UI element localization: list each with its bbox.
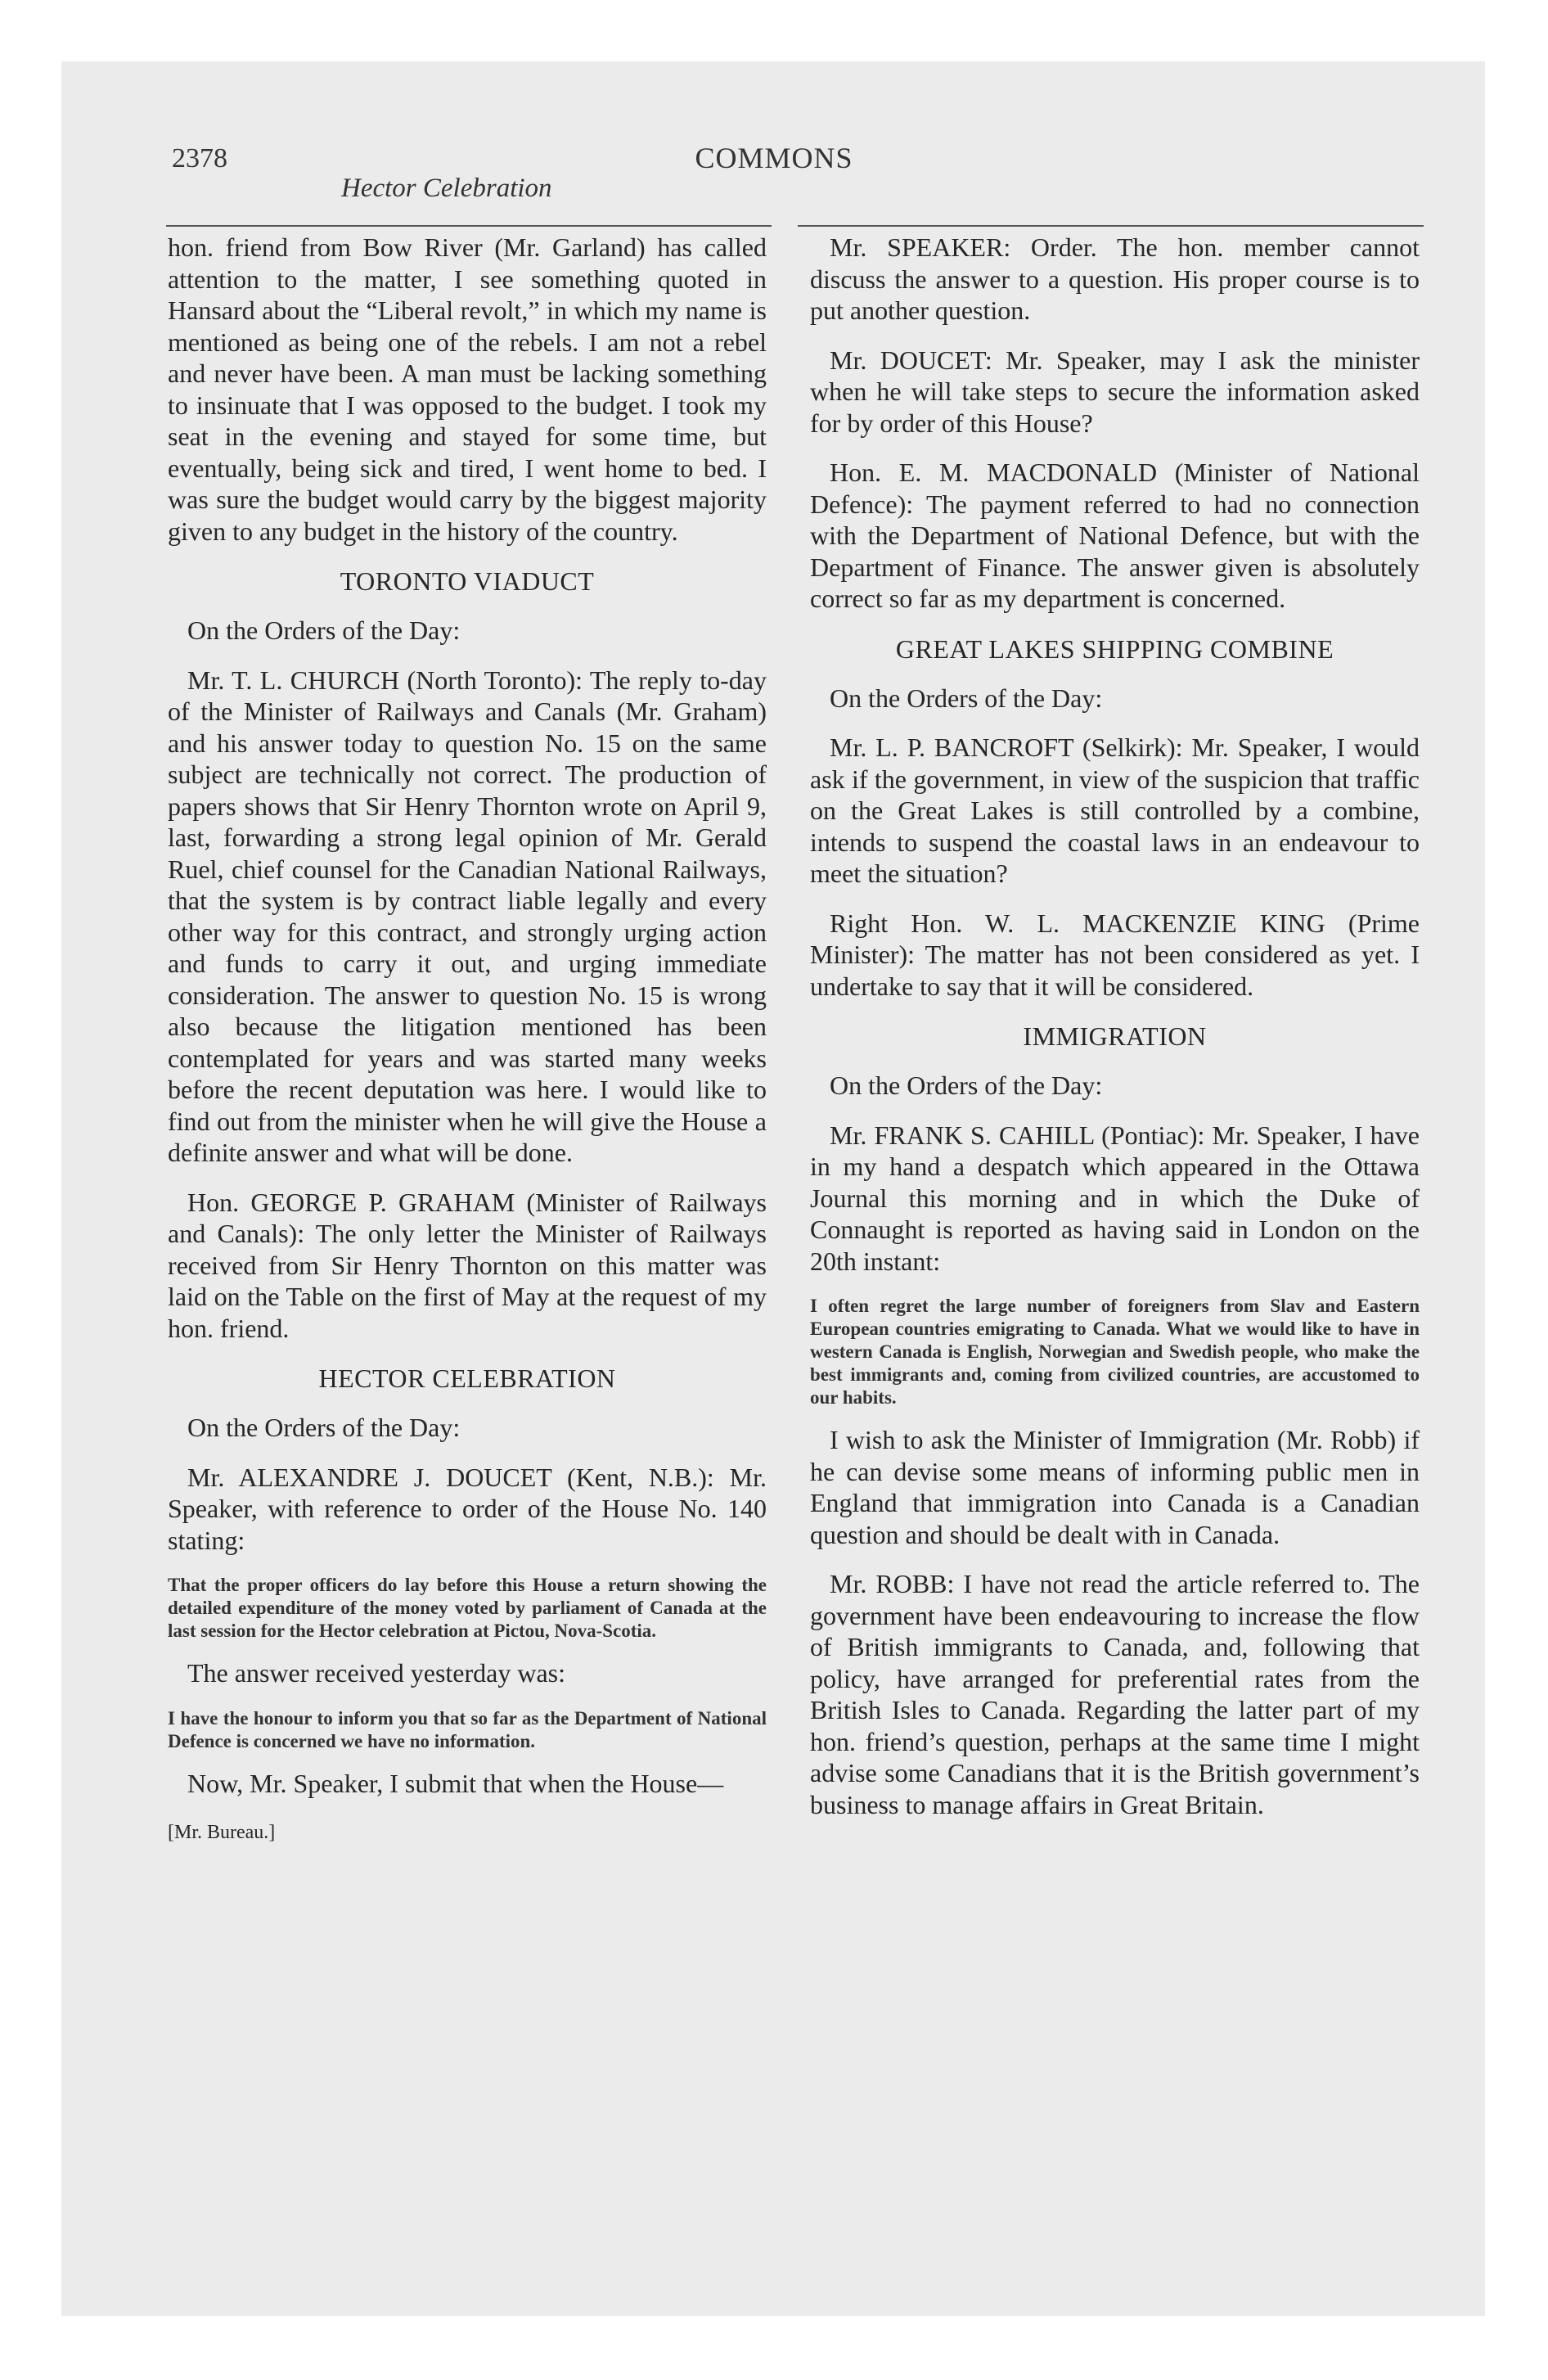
page-title: COMMONS — [695, 142, 853, 174]
section-heading: GREAT LAKES SHIPPING COMBINE — [895, 633, 1334, 664]
paragraph: The answer received yesterday was: — [187, 1658, 565, 1688]
right-column — [810, 232, 1420, 1838]
header-rule-right — [798, 225, 1424, 227]
left-column — [168, 232, 767, 1867]
quoted-text: That the proper officers do lay before this House a return showing the detailed expenditure of the money voted by parliament of Canada at the last session for the Hector celebration at Pictou, Nova-Scotia. — [168, 1575, 767, 1641]
orders-of-the-day: On the Orders of the Day: — [830, 1071, 1103, 1100]
paragraph: Mr. DOUCET: Mr. Speaker, may I ask the minister when he will take steps to secure the information asked for by order of this House? — [810, 345, 1420, 438]
quoted-text: I have the honour to inform you that so far as the Department of National Defence is concerned we have no information. — [168, 1707, 767, 1751]
paragraph: Mr. ALEXANDRE J. DOUCET (Kent, N.B.): Mr. Speaker, with reference to order of the House No. 140 stating: — [168, 1462, 767, 1555]
page-number: 2378 — [172, 143, 227, 174]
paragraph: Now, Mr. Speaker, I submit that when the House— — [187, 1768, 724, 1798]
paragraph: Right Hon. W. L. MACKENZIE KING (Prime Minister): The matter has not been considered as yet. I undertake to say that it will be considered. — [810, 908, 1420, 1001]
paragraph: hon. friend from Bow River (Mr. Garland) has called attention to the matter, I see something quoted in Hansard about the “Liberal revolt,” in which my name is mentioned as being one of the rebels. I am not a rebel and never have been. A man must be lacking something to insinuate that I was opposed to the budget. I took my seat in the evening and stayed for some time, but eventually, being sick and tired, I went home to bed. I was sure the budget would carry by the biggest majority given to any budget in the history of the country. — [168, 232, 767, 546]
paragraph: Mr. T. L. CHURCH (North Toronto): The reply to-day of the Minister of Railways and Canals (Mr. Graham) and his answer today to question No. 15 on the same subject are technically not correct. The production of papers shows that Sir Henry Thornton wrote on April 9, last, forwarding a strong legal opinion of Mr. Gerald Ruel, chief counsel for the Canadian National Railways, that the system is by contract liable legally and every other way for this contract, and strongly urging action and funds to carry it out, and urging immediate consideration. The answer to question No. 15 is wrong also because the litigation mentioned has been contemplated for years and was started many weeks before the recent deputation was here. I would like to find out from the minister when he will give the House a definite answer and what will be done. — [168, 665, 767, 1167]
paragraph: I wish to ask the Minister of Immigration (Mr. Robb) if he can devise some means of informing public men in England that immigration into Canada is a Canadian question and should be dealt with in Canada. — [810, 1425, 1420, 1549]
paragraph: Hon. E. M. MACDONALD (Minister of National Defence): The payment referred to had no connection with the Department of National Defence, but with the Department of Finance. The answer given is absolutely correct so far as my department is concerned. — [810, 458, 1420, 613]
orders-of-the-day: On the Orders of the Day: — [830, 683, 1103, 713]
section-heading: TORONTO VIADUCT — [340, 566, 595, 596]
paragraph: Mr. ROBB: I have not read the article referred to. The government have been endeavouring to increase the flow of British immigrants to Canada, and, following that policy, have arranged for preferential rates from the British Isles to Canada. Regarding the latter part of my hon. friend’s question, perhaps at the same time I might advise some Canadians that it is the British government’s business to manage affairs in Great Britain. — [810, 1569, 1420, 1819]
quoted-text: I often regret the large number of foreigners from Slav and Eastern European countries emigrating to Canada. What we would like to have in western Canada is English, Norwegian and Swedish people, who make the best immigrants and, coming from civilized countries, are accustomed to our habits. — [810, 1296, 1420, 1408]
orders-of-the-day: On the Orders of the Day: — [187, 1413, 461, 1442]
paragraph: Mr. SPEAKER: Order. The hon. member cannot discuss the answer to a question. His proper course is to put another question. — [810, 232, 1420, 325]
header-rule-left — [166, 225, 772, 227]
running-head: Hector Celebration — [341, 174, 552, 203]
orders-of-the-day: On the Orders of the Day: — [187, 615, 461, 645]
section-heading: IMMIGRATION — [1023, 1021, 1207, 1051]
paragraph: Hon. GEORGE P. GRAHAM (Minister of Railways and Canals): The only letter the Minister of Railways received from Sir Henry Thornton on this matter was laid on the Table on the first of May at the request of my hon. friend. — [168, 1187, 767, 1343]
section-heading: HECTOR CELEBRATION — [318, 1364, 616, 1393]
speaker-footer: [Mr. Bureau.] — [168, 1822, 276, 1843]
paragraph: Mr. FRANK S. CAHILL (Pontiac): Mr. Speaker, I have in my hand a despatch which appeared in the Ottawa Journal this morning and in which the Duke of Connaught is reported as having said in London on the 20th instant: — [810, 1120, 1420, 1276]
paragraph: Mr. L. P. BANCROFT (Selkirk): Mr. Speaker, I would ask if the government, in view of the suspicion that traffic on the Great Lakes is still controlled by a combine, intends to suspend the coastal laws in an endeavour to meet the situation? — [810, 732, 1420, 888]
